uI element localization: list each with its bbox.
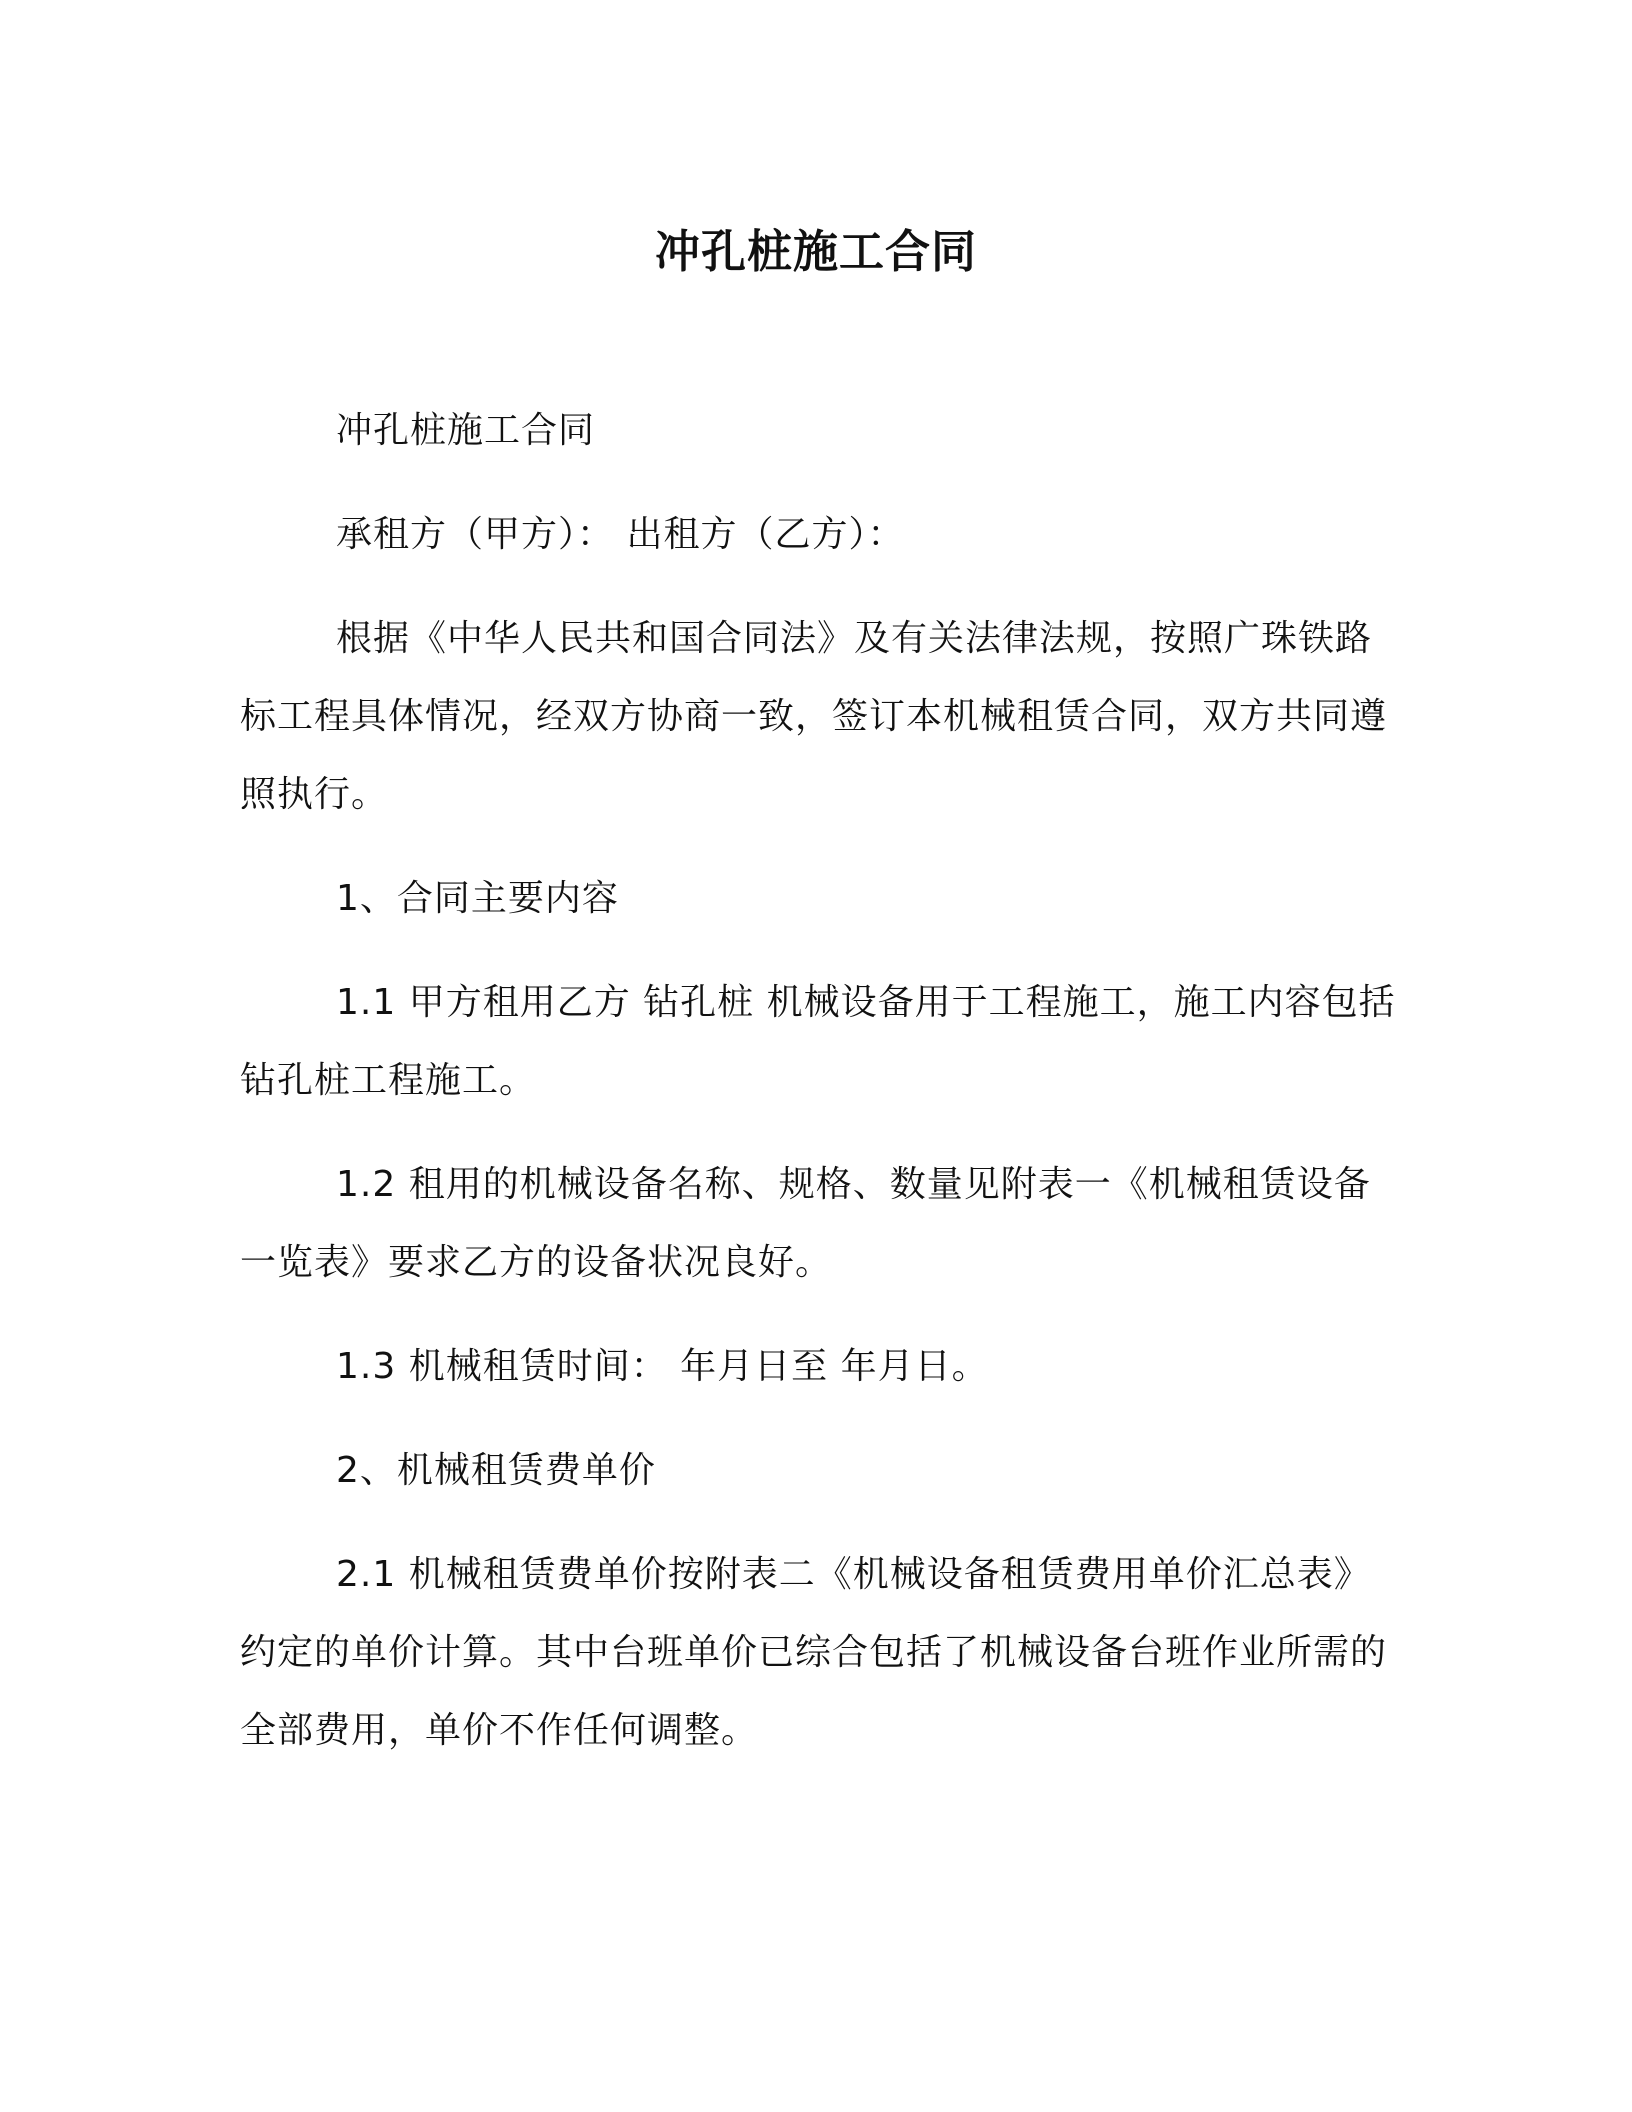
clause-1-1: 1.1 甲方租用乙方 钻孔桩 机械设备用于工程施工，施工内容包括钻孔桩工程施工。 (240, 982, 1396, 1101)
clause-1-3: 1.3 机械租赁时间： 年月日至 年月日。 (336, 1346, 989, 1387)
paragraph-preamble: 根据《中华人民共和国合同法》及有关法律法规，按照广珠铁路标工程具体情况，经双方协商一致，签订本机械租赁合同，双方共同遵照执行。 (240, 618, 1388, 815)
document-title: 冲孔桩施工合同 (654, 225, 977, 278)
paragraph-parties: 承租方（甲方）： 出租方（乙方）： (336, 514, 905, 555)
clause-2-1: 2.1 机械租赁费单价按附表二《机械设备租赁费用单价汇总表》约定的单价计算。其中台班单价已综合包括了机械设备台班作业所需的全部费用，单价不作任何调整。 (240, 1554, 1388, 1751)
document-body (240, 392, 1400, 1796)
paragraph-subtitle: 冲孔桩施工合同 (336, 410, 596, 451)
clause-1-2: 1.2 租用的机械设备名称、规格、数量见附表一《机械租赁设备一览表》要求乙方的设备状况良好。 (240, 1164, 1371, 1283)
section-heading-2: 2、机械租赁费单价 (336, 1450, 656, 1491)
section-heading-1: 1、合同主要内容 (336, 878, 619, 919)
